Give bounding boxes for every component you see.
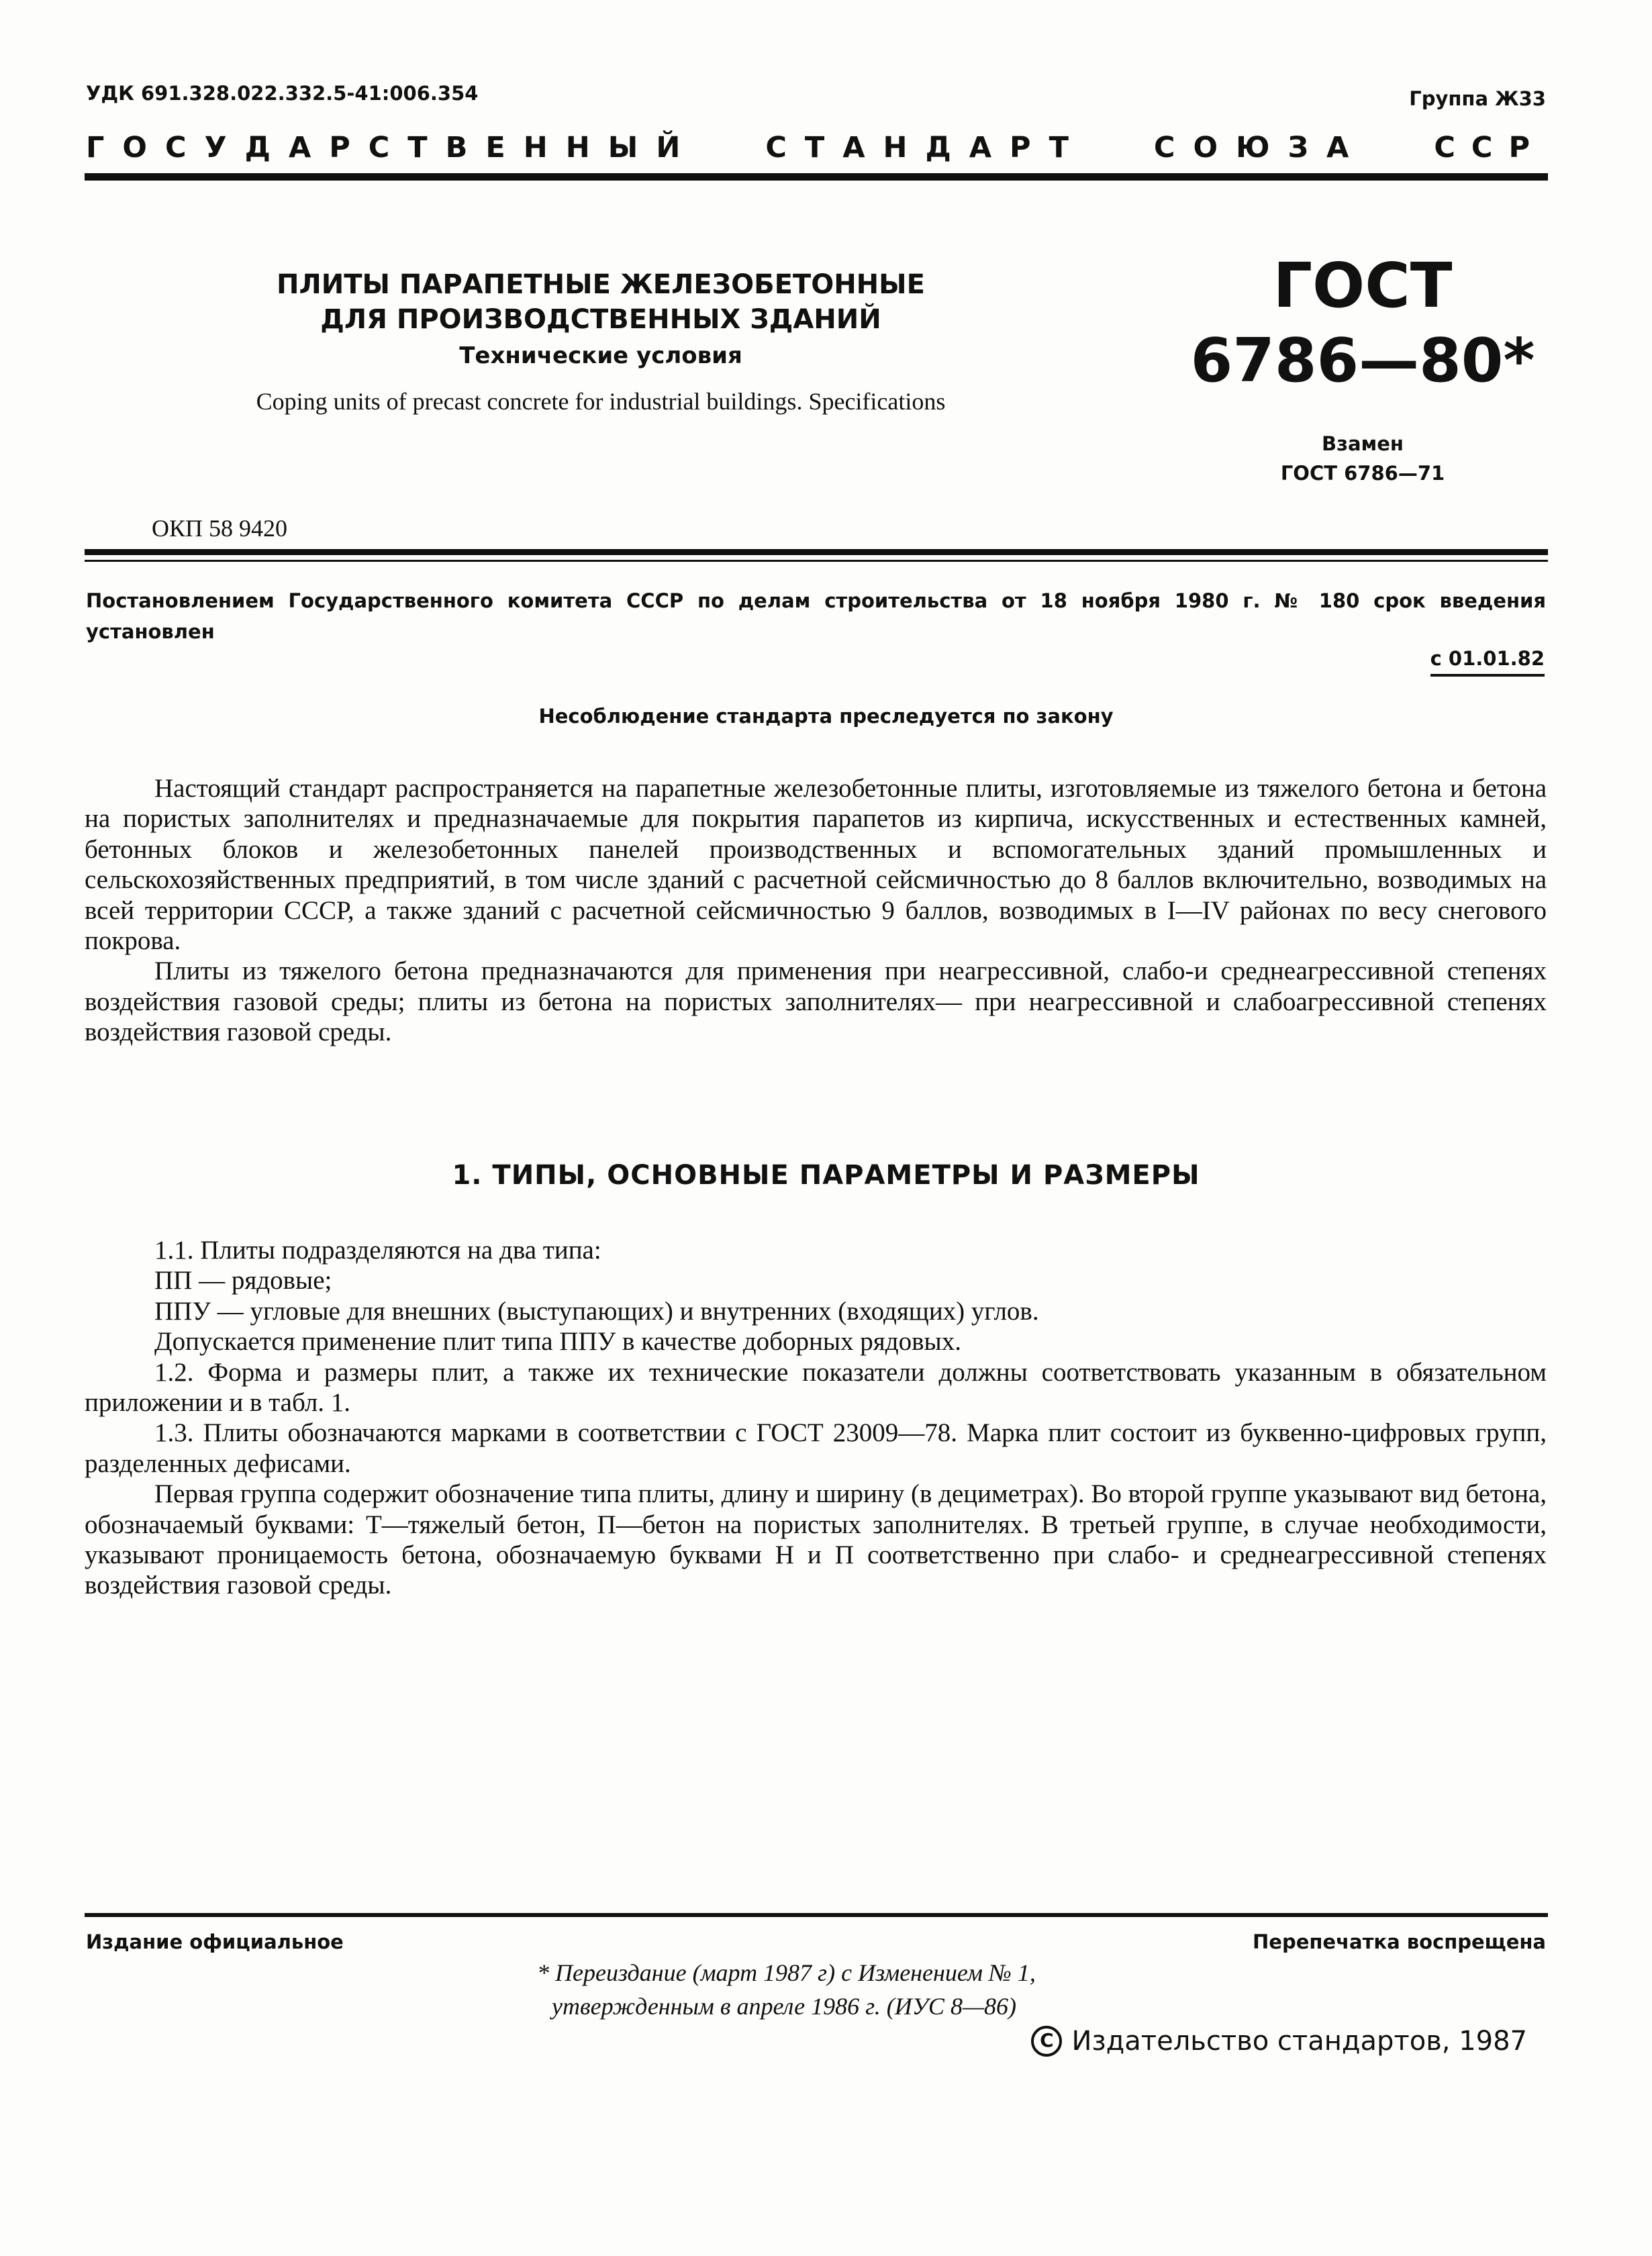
section-heading: 1. ТИПЫ, ОСНОВНЫЕ ПАРАМЕТРЫ И РАЗМЕРЫ bbox=[452, 1160, 1200, 1191]
okp-rule-thick bbox=[85, 549, 1548, 555]
replaces-value: ГОСТ 6786—71 bbox=[1280, 462, 1445, 485]
reprint-notice: Перепечатка воспрещена bbox=[1253, 1930, 1546, 1953]
banner-word-standard: СТАНДАРТ bbox=[765, 131, 1087, 164]
official-edition: Издание официальное bbox=[86, 1930, 344, 1953]
state-standard-banner bbox=[86, 129, 1546, 166]
header-rule bbox=[85, 173, 1548, 181]
title-line-2: ДЛЯ ПРОИЗВОДСТВЕННЫХ ЗДАНИЙ bbox=[320, 304, 881, 335]
replaces-label: Взамен bbox=[1322, 432, 1404, 455]
intro-text bbox=[85, 773, 1547, 1048]
section-paragraph: 1.2. Форма и размеры плит, а также их технические показатели должны соответствовать указанным в обязательном приложении и в табл. 1. bbox=[85, 1357, 1547, 1418]
gost-designation bbox=[1181, 248, 1544, 488]
udk-code: УДК 691.328.022.332.5-41:006.354 bbox=[86, 82, 479, 105]
intro-paragraph: Настоящий стандарт распространяется на парапетные железобетонные плиты, изготовляемые из тяжелого бетона и бетона на пористых заполнителях и предназначаемые для покрытия парапетов из кирпича, искусственных и естественных камней, бетонных блоков и железобетонных панелей производственных и вспомогательных зданий промышленных и сельскохозяйственных предприятий, в том числе зданий с расчетной сейсмичностью до 8 баллов включительно, возводимых на всей территории СССР, а также зданий с расчетной сейсмичностью 9 баллов, возводимых в I—IV районах по весу снегового покрова. bbox=[85, 774, 1547, 956]
subtitle: Технические условия bbox=[459, 342, 742, 369]
title-block bbox=[154, 267, 1047, 422]
gost-word: ГОСТ bbox=[1273, 250, 1453, 322]
banner-word-state: ГОСУДАРСТВЕННЫЙ bbox=[86, 131, 699, 164]
okp-rule-thin bbox=[85, 560, 1548, 562]
reissue-line-2: утвержденным в апреле 1986 г. (ИУС 8—86) bbox=[552, 1993, 1016, 2020]
gost-number: 6786—80* bbox=[1190, 326, 1535, 396]
copyright-icon: C bbox=[1031, 2026, 1062, 2057]
section-paragraph: ППУ — угловые для внешних (выступающих) и внутренних (входящих) углов. bbox=[154, 1296, 1039, 1326]
section-paragraph: 1.1. Плиты подразделяются на два типа: bbox=[154, 1236, 601, 1265]
group-code: Группа Ж33 bbox=[1409, 87, 1546, 110]
section-paragraph: ПП — рядовые; bbox=[154, 1266, 332, 1295]
decree-text: Постановлением Государственного комитета СССР по делам строительства от 18 ноября 1980 г. № 180 срок введения установлен bbox=[86, 589, 1546, 643]
intro-paragraph: Плиты из тяжелого бетона предназначаются для применения при неагрессивной, слабо-и среднеагрессивной степенях воздействия газовой среды; плиты из бетона на пористых заполнителях— при неагрессивной и слабоагрессивной степенях воздействия газовой среды. bbox=[85, 957, 1547, 1047]
publisher-name: Издательство стандартов, 1987 bbox=[1071, 2026, 1527, 2057]
okp-code: ОКП 58 9420 bbox=[152, 515, 288, 542]
footer-rule bbox=[85, 1913, 1548, 1917]
publisher-line bbox=[1031, 2026, 1527, 2057]
banner-word-ssr: ССР bbox=[1434, 131, 1546, 164]
section-paragraph: Первая группа содержит обозначение типа плиты, длину и ширину (в дециметрах). Во второй группе указывают вид бетона, обозначаемый буквами: Т—тяжелый бетон, П—бетон на пористых заполнителях. В третьей группе, в случае необходимости, указывают проницаемость бетона, обозначаемую буквами Н и П соответственно при слабо- и среднеагрессивной степенях воздействия газовой среды. bbox=[85, 1479, 1547, 1600]
reissue-note bbox=[537, 1956, 1208, 2023]
section-paragraph: 1.3. Плиты обозначаются марками в соответствии с ГОСТ 23009—78. Марка плит состоит из буквенно-цифровых групп, разделенных дефисами. bbox=[85, 1418, 1547, 1478]
law-notice: Несоблюдение стандарта преследуется по закону bbox=[538, 705, 1114, 728]
section-text bbox=[85, 1235, 1547, 1601]
english-title: Coping units of precast concrete for industrial buildings. Specifications bbox=[256, 388, 946, 415]
banner-word-union: СОЮЗА bbox=[1153, 131, 1367, 164]
reissue-line-1: * Переиздание (март 1987 г) с Изменением № 1, bbox=[537, 1959, 1036, 1986]
effective-date: с 01.01.82 bbox=[1430, 647, 1545, 677]
title-line-1: ПЛИТЫ ПАРАПЕТНЫЕ ЖЕЛЕЗОБЕТОННЫЕ bbox=[277, 269, 925, 300]
section-paragraph: Допускается применение плит типа ППУ в качестве доборных рядовых. bbox=[154, 1327, 961, 1357]
